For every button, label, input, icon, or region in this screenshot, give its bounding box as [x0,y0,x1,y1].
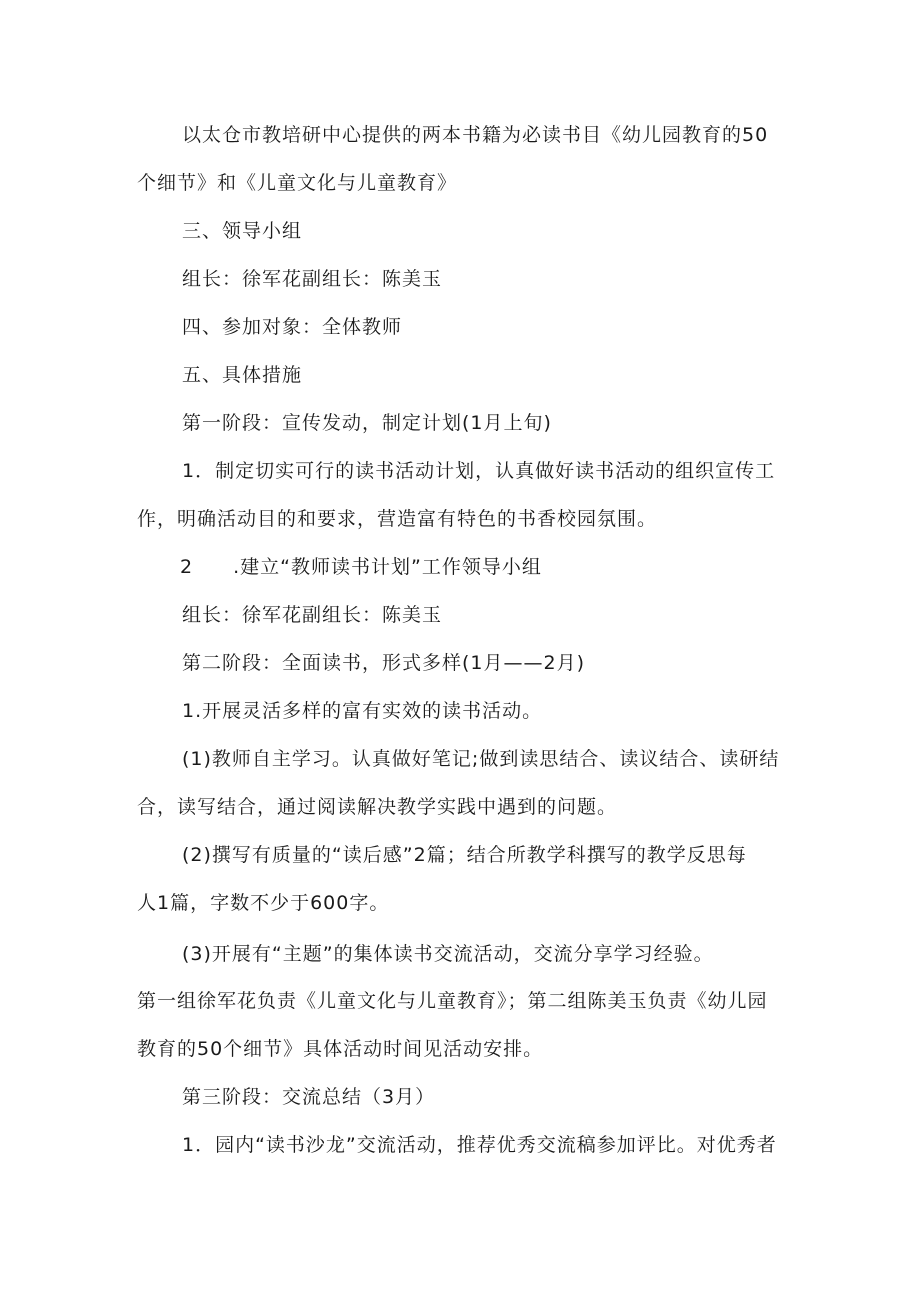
text-line: 作，明确活动目的和要求，营造富有特色的书香校园氛围。 [137,508,658,530]
text-line: 合，读写结合，通过阅读解决教学实践中遇到的问题。 [137,796,618,818]
text-line: (3)开展有“主题”的集体读书交流活动，交流分享学习经验。 [182,943,714,965]
stage-heading: 第三阶段：交流总结（3月） [182,1086,436,1108]
text-line: (2)撰写有质量的“读后感”2篇；结合所教学科撰写的教学反思每 [182,844,747,866]
text-line: 个细节》和《儿童文化与儿童教育》 [137,172,458,194]
text-line: 1．园内“读书沙龙”交流活动，推荐优秀交流稿参加评比。对优秀者 [182,1134,777,1156]
text-line: 组长：徐军花副组长：陈美玉 [182,604,443,626]
text-line: (1)教师自主学习。认真做好笔记;做到读思结合、读议结合、读研结 [182,748,780,770]
text-line: 人1篇，字数不少于600字。 [137,892,390,914]
section-heading: 四、参加对象：全体教师 [182,316,403,338]
stage-heading: 第二阶段：全面读书，形式多样(1月——2月) [182,652,586,674]
section-heading: 三、领导小组 [182,220,303,242]
section-heading: 五、具体措施 [182,364,303,386]
text-line: 1．制定切实可行的读书活动计划，认真做好读书活动的组织宣传工 [182,460,776,482]
text-line: 以太仓市教培研中心提供的两本书籍为必读书目《幼儿园教育的50 [182,124,769,146]
text-line: 教育的50个细节》具体活动时间见活动安排。 [137,1038,544,1060]
stage-heading: 第一阶段：宣传发动，制定计划(1月上旬) [182,412,552,434]
text-line: 组长：徐军花副组长：陈美玉 [182,268,443,290]
text-line: 2 .建立“教师读书计划”工作领导小组 [180,556,542,578]
text-line: 第一组徐军花负责《儿童文化与儿童教育》；第二组陈美玉负责《幼儿园 [137,990,768,1012]
text-line: 1.开展灵活多样的富有实效的读书活动。 [182,700,543,722]
